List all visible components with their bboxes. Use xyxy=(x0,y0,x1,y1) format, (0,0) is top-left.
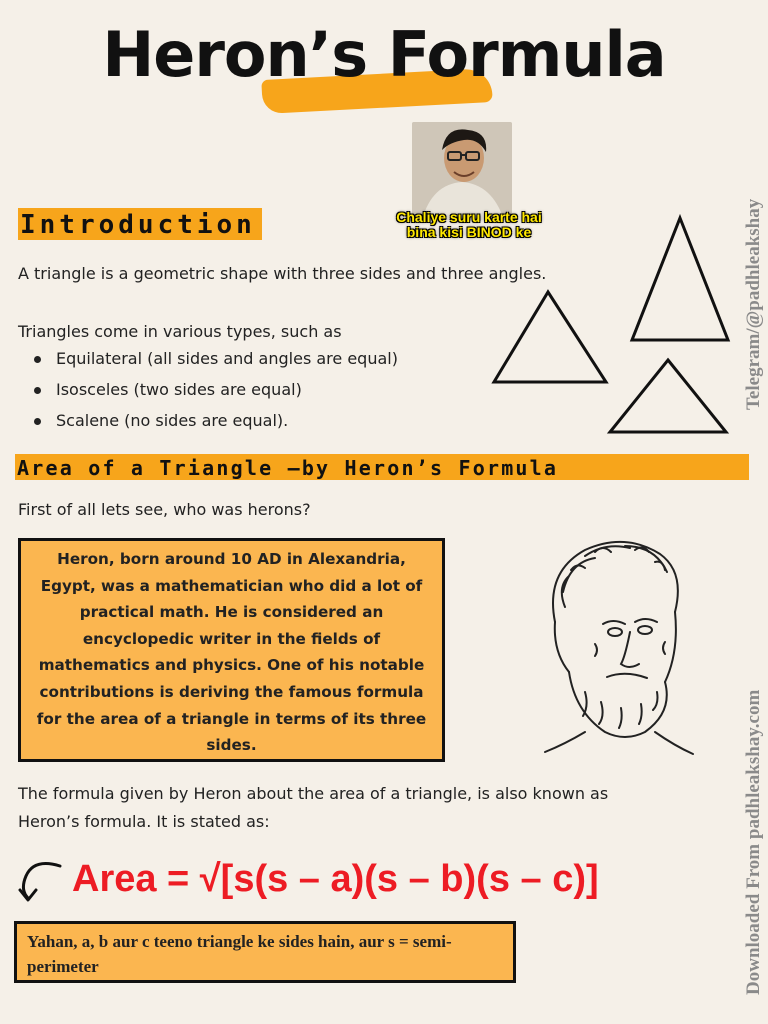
heron-question: First of all lets see, who was herons? xyxy=(18,500,311,519)
meme-image xyxy=(412,122,512,220)
triangle-shapes xyxy=(490,208,740,438)
triangle-types-list xyxy=(30,348,398,441)
bullet-icon xyxy=(34,356,41,363)
types-intro: Triangles come in various types, such as xyxy=(18,322,342,341)
curved-arrow-icon xyxy=(14,856,66,904)
intro-sentence: A triangle is a geometric shape with three sides and three angles. xyxy=(18,264,547,283)
telegram-side-text: Telegram/@padhleakshay xyxy=(743,198,764,410)
page-title: Heron’s Formula xyxy=(102,18,666,91)
download-side-text: Downloaded From padhleakshay.com xyxy=(743,689,764,995)
meme-caption: Chaliye suru karte hai bina kisi BINOD ke xyxy=(396,209,542,240)
triangle-small-icon xyxy=(610,360,726,432)
section-heading-introduction: Introduction xyxy=(18,208,262,240)
list-item: Scalene (no sides are equal). xyxy=(30,410,398,441)
bullet-icon xyxy=(34,387,41,394)
heron-formula: Area = √[s(s – a)(s – b)(s – c)] xyxy=(72,858,599,900)
list-item: Isosceles (two sides are equal) xyxy=(30,379,398,410)
heron-bio-box: Heron, born around 10 AD in Alexandria, Egypt, was a mathematician who did a lot of practical math. He is considered an encyclopedic writer in the fields of mathematics and physics. One of his notable contributions is deriving the famous formula for the area of a triangle in terms of its three sides. xyxy=(18,538,445,762)
triangle-tall-icon xyxy=(632,218,728,340)
section-heading-area: Area of a Triangle —by Heron’s Formula xyxy=(15,454,749,480)
list-item: Equilateral (all sides and angles are equal) xyxy=(30,348,398,379)
bullet-icon xyxy=(34,418,41,425)
triangle-equilateral-icon xyxy=(494,292,606,382)
formula-intro: The formula given by Heron about the area of a triangle, is also known as Heron’s formula. It is stated as: xyxy=(18,784,609,831)
formula-note-box: Yahan, a, b aur c teeno triangle ke sides hain, aur s = semi-perimeter xyxy=(14,921,516,983)
heron-portrait xyxy=(525,532,695,757)
